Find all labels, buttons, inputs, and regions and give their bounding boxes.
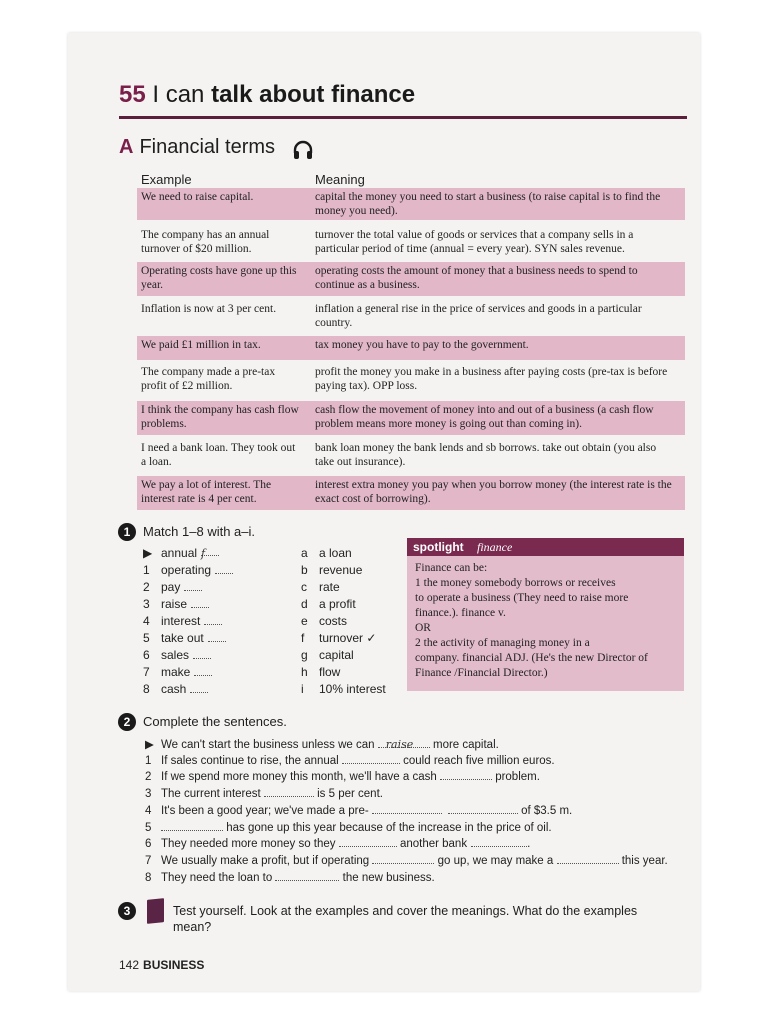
item-word: make [161, 665, 191, 679]
item-word: take out [161, 631, 204, 645]
spotlight-line: to operate a business (They need to raise more [415, 592, 629, 604]
title-rule [119, 116, 687, 119]
unit-title-plain: I can [152, 81, 205, 108]
sentence-before: We can't start the business unless we can [161, 739, 375, 751]
textbook-page [68, 33, 700, 991]
item-word: pay [161, 580, 181, 594]
task-3-line-2: mean? [173, 920, 212, 934]
sentence-item [145, 804, 572, 817]
option-letter: g [301, 648, 308, 662]
match-item [143, 648, 211, 662]
answer-blank[interactable] [440, 770, 492, 780]
table-row [137, 439, 685, 473]
sentence-item [145, 787, 383, 800]
match-option [301, 563, 362, 577]
option-letter: b [301, 563, 308, 577]
example-cell: I need a bank loan. They took out a loan. [141, 442, 296, 468]
answer-blank[interactable] [275, 871, 339, 881]
option-text: turnover ✓ [319, 631, 377, 645]
answer-blank[interactable] [372, 804, 442, 814]
item-number: 4 [143, 614, 150, 628]
task-2-number: 2 [118, 713, 136, 731]
match-item [143, 631, 226, 645]
task-3-number: 3 [118, 902, 136, 920]
example-cell: I think the company has cash flow problems. [141, 404, 299, 430]
option-text: flow [319, 665, 341, 679]
match-option [301, 597, 356, 611]
answer-blank[interactable] [208, 632, 226, 642]
answer-blank[interactable] [204, 615, 222, 625]
handwritten-answer: raise [385, 738, 414, 751]
unit-title [119, 81, 415, 109]
item-word: sales [161, 648, 190, 662]
spotlight-line: company. financial ADJ. (He's the new Director of [415, 652, 648, 664]
spotlight-word: finance [477, 540, 513, 554]
answer-blank[interactable] [161, 821, 223, 831]
page-footer [119, 958, 204, 972]
item-number: 5 [143, 631, 150, 645]
meaning-cell: profit the money you make in a business after paying costs (pre-tax is before paying tax). OPP loss. [315, 366, 668, 392]
example-cell: The company has an annual turnover of $20 million. [141, 229, 270, 255]
meaning-cell: operating costs the amount of money that a business needs to spend to continue as a business. [315, 265, 638, 291]
section-heading [119, 136, 275, 159]
footer-section: BUSINESS [143, 958, 205, 972]
option-letter: a [301, 546, 308, 560]
item-word: interest [161, 614, 201, 628]
option-text: rate [319, 580, 340, 594]
spotlight-line: finance.). finance v. [415, 607, 506, 619]
sentence-before: If sales continue to rise, the annual [161, 754, 339, 767]
table-row [137, 188, 685, 220]
match-item [143, 682, 208, 696]
example-cell: The company made a pre-tax profit of £2 million. [141, 366, 276, 392]
option-text: revenue [319, 563, 363, 577]
match-option [301, 682, 386, 696]
unit-number: 55 [119, 81, 146, 108]
sentence-item [145, 871, 435, 884]
meaning-cell: interest extra money you pay when you borrow money (the interest rate is the exact cost of borrowing). [315, 479, 672, 505]
item-number: 8 [143, 682, 150, 696]
sentence-after: is 5 per cent. [317, 788, 383, 801]
sentence-after: this year. [621, 854, 668, 867]
task-1-number: 1 [118, 523, 136, 541]
option-text: a loan [319, 546, 352, 560]
answer-blank[interactable] [339, 837, 397, 847]
answer-blank[interactable] [191, 598, 209, 608]
sentence-before: The current interest [161, 788, 261, 801]
option-letter: d [301, 597, 308, 611]
sentence-after: more capital. [432, 739, 499, 751]
meaning-cell: turnover the total value of goods or services that a company sells in a particular period of time (annual = every year). SYN sales revenue. [315, 229, 634, 255]
sentence-before: If we spend more money this month, we'll have a cash [161, 771, 437, 784]
table-row [137, 476, 685, 510]
match-option [301, 580, 340, 594]
match-item [143, 580, 202, 594]
answer-blank[interactable] [557, 854, 619, 864]
sentence-before: They need the loan to [161, 871, 273, 884]
book-icon [147, 898, 164, 924]
column-header-meaning: Meaning [315, 172, 365, 187]
answer-blank[interactable] [190, 683, 208, 693]
sentence-number: 8 [145, 871, 152, 884]
sentence-item [145, 854, 668, 867]
spotlight-line: Finance /Financial Director.) [415, 667, 548, 679]
sentence-before: They needed more money so they [161, 838, 336, 851]
table-row [137, 336, 685, 360]
option-letter: f [301, 631, 305, 645]
match-option [301, 631, 376, 645]
item-word: cash [161, 682, 187, 696]
match-item [143, 614, 222, 628]
sentence-number: 1 [145, 754, 152, 767]
sentence-after: another bank [399, 838, 468, 851]
option-text: 10% interest [319, 682, 386, 696]
item-number: 1 [143, 563, 150, 577]
meaning-cell: inflation a general rise in the price of services and goods in a particular country. [315, 303, 642, 329]
item-number: 7 [143, 665, 150, 679]
headphones-icon[interactable] [292, 139, 314, 161]
table-row [137, 262, 685, 296]
item-word: annual [161, 546, 198, 560]
example-cell: We pay a lot of interest. The interest rate is 4 per cent. [141, 479, 272, 505]
match-option [301, 648, 354, 662]
match-option [301, 546, 352, 560]
sentence-number: 3 [145, 788, 152, 801]
answer-blank[interactable] [215, 564, 233, 574]
answer-blank[interactable] [193, 649, 211, 659]
option-text: costs [319, 614, 348, 628]
item-number: 6 [143, 648, 150, 662]
sentence-middle: go up, we may make a [437, 854, 554, 867]
match-option [301, 614, 347, 628]
sentence-after: of $3.5 m. [521, 804, 573, 817]
spotlight-line: 1 the money somebody borrows or receives [415, 577, 616, 589]
option-text: a profit [319, 597, 356, 611]
match-item [143, 563, 233, 577]
spotlight-box [407, 538, 684, 691]
task-3-line-1: Test yourself. Look at the examples and cover the meanings. What do the examples [173, 904, 638, 918]
answer-blank[interactable] [471, 837, 527, 847]
sentence-number: 6 [145, 838, 152, 851]
sentence-item [145, 770, 540, 783]
sentence-before: It's been a good year; we've made a pre- [161, 804, 369, 817]
meaning-cell: cash flow the movement of money into and out of a business (a cash flow problem means more money is going out than coming in). [315, 404, 654, 430]
item-number: ▶ [143, 546, 153, 560]
meaning-cell: bank loan money the bank lends and sb borrows. take out obtain (you also take out insurance). [315, 442, 657, 468]
answer-blank[interactable] [378, 738, 430, 751]
sentence-item [145, 821, 552, 834]
meaning-cell: tax money you have to pay to the government. [315, 339, 529, 351]
match-item [143, 597, 209, 611]
spotlight-line: Finance can be: [415, 562, 488, 574]
handwritten-answer: f [201, 547, 206, 560]
sentence-after: has gone up this year because of the increase in the price of oil. [226, 821, 552, 834]
sentence-item [145, 837, 530, 850]
meaning-cell: capital the money you need to start a business (to raise capital is to find the money you need). [315, 191, 661, 217]
spotlight-label: spotlight [413, 540, 464, 554]
answer-blank[interactable] [342, 754, 400, 764]
table-row [137, 300, 685, 334]
section-letter: A [119, 136, 134, 158]
sentence-after: the new business. [342, 871, 435, 884]
match-option [301, 665, 340, 679]
item-word: raise [161, 597, 188, 611]
answer-blank[interactable] [448, 804, 518, 814]
sentence-end: . [527, 838, 531, 851]
option-letter: h [301, 665, 308, 679]
item-word: operating [161, 563, 212, 577]
sentence-after: could reach five million euros. [403, 754, 555, 767]
table-row [137, 401, 685, 435]
column-header-example: Example [141, 172, 192, 187]
option-letter: e [301, 614, 308, 628]
option-letter: i [301, 682, 304, 696]
unit-title-bold: talk about finance [211, 81, 416, 108]
answer-blank[interactable] [194, 666, 212, 676]
example-cell: Inflation is now at 3 per cent. [141, 303, 277, 315]
sentence-number: ▶ [145, 739, 154, 751]
option-text: capital [319, 648, 354, 662]
sentence-before: We usually make a profit, but if operating [161, 854, 370, 867]
option-letter: c [301, 580, 307, 594]
section-title: Financial terms [139, 136, 276, 158]
match-item [143, 546, 219, 560]
example-cell: We need to raise capital. [141, 191, 254, 203]
example-cell: Operating costs have gone up this year. [141, 265, 297, 291]
table-row [137, 226, 685, 260]
sentence-item [145, 737, 499, 751]
sentence-number: 2 [145, 771, 152, 784]
task-1-instruction: Match 1–8 with a–i. [143, 524, 256, 539]
sentence-number: 5 [145, 821, 152, 834]
spotlight-header [407, 538, 684, 556]
example-cell: We paid £1 million in tax. [141, 339, 261, 351]
sentence-number: 7 [145, 854, 152, 867]
spotlight-body [415, 561, 677, 681]
match-item [143, 665, 212, 679]
answer-blank[interactable] [201, 546, 219, 560]
sentence-number: 4 [145, 804, 152, 817]
task-2-instruction: Complete the sentences. [143, 714, 287, 729]
sentence-after: problem. [495, 771, 540, 784]
item-number: 2 [143, 580, 150, 594]
spotlight-line: 2 the activity of managing money in a [415, 637, 590, 649]
sentence-item [145, 754, 555, 767]
answer-blank[interactable] [372, 854, 434, 864]
answer-blank[interactable] [264, 787, 314, 797]
spotlight-line: OR [415, 622, 431, 634]
table-row [137, 363, 685, 399]
page-number: 142 [119, 958, 140, 972]
item-number: 3 [143, 597, 150, 611]
answer-blank[interactable] [184, 581, 202, 591]
